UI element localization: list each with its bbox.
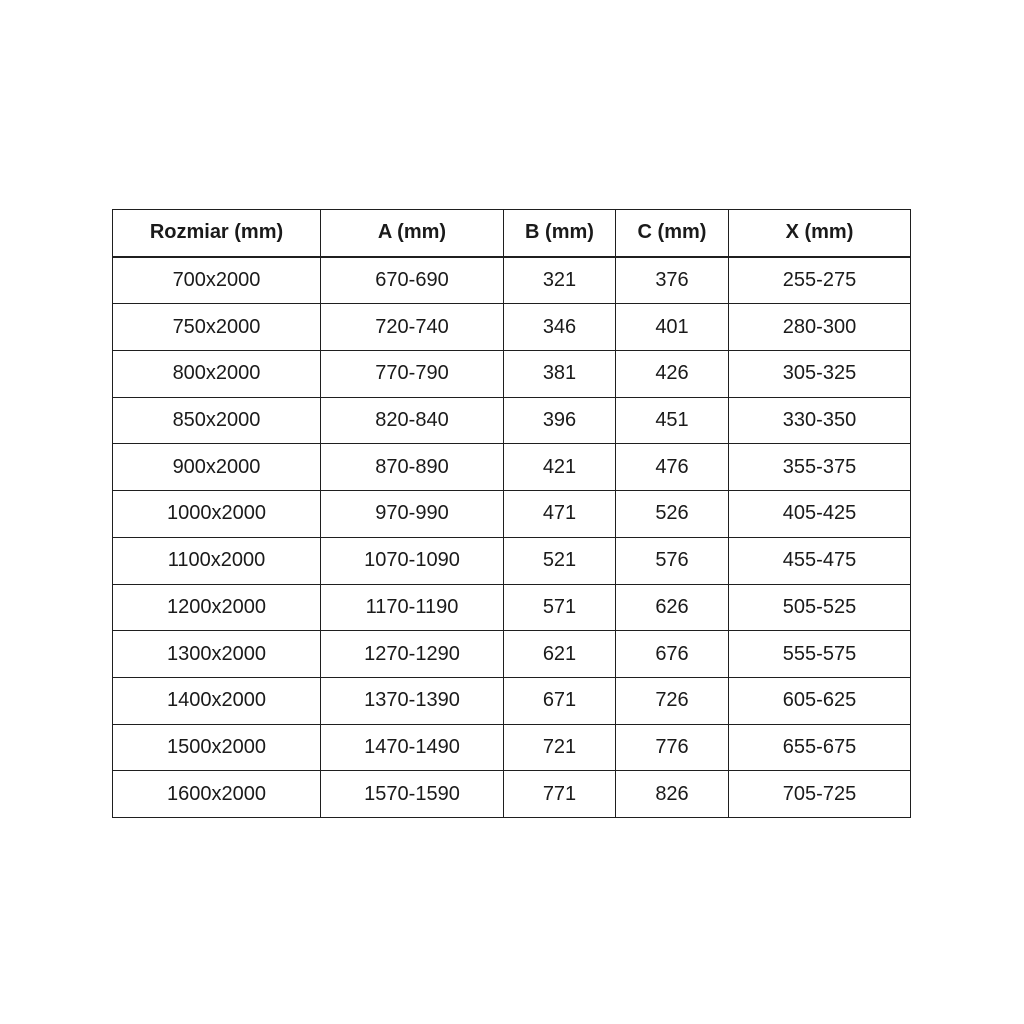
table-cell: 505-525: [729, 584, 911, 631]
dimensions-table: [112, 209, 911, 818]
table-cell: 770-790: [321, 351, 504, 398]
table-cell: 1400x2000: [113, 677, 321, 724]
table-row: [113, 677, 911, 724]
column-header-a: A (mm): [321, 210, 504, 257]
table-cell: 721: [504, 724, 616, 771]
table-cell: 571: [504, 584, 616, 631]
table-cell: 771: [504, 771, 616, 818]
table-cell: 655-675: [729, 724, 911, 771]
table-cell: 1170-1190: [321, 584, 504, 631]
table-cell: 1570-1590: [321, 771, 504, 818]
table-cell: 476: [616, 444, 729, 491]
table-row: [113, 351, 911, 398]
table-row: [113, 257, 911, 304]
table-cell: 521: [504, 537, 616, 584]
table-cell: 1600x2000: [113, 771, 321, 818]
table-cell: 626: [616, 584, 729, 631]
table-cell: 820-840: [321, 397, 504, 444]
table-cell: 726: [616, 677, 729, 724]
table-cell: 426: [616, 351, 729, 398]
table-cell: 1470-1490: [321, 724, 504, 771]
table-cell: 381: [504, 351, 616, 398]
table-cell: 396: [504, 397, 616, 444]
table-cell: 800x2000: [113, 351, 321, 398]
table-cell: 305-325: [729, 351, 911, 398]
table-row: [113, 771, 911, 818]
table-cell: 621: [504, 631, 616, 678]
table-cell: 451: [616, 397, 729, 444]
table-cell: 576: [616, 537, 729, 584]
table-cell: 471: [504, 491, 616, 538]
table-cell: 776: [616, 724, 729, 771]
table-cell: 870-890: [321, 444, 504, 491]
column-header-rozmiar: Rozmiar (mm): [113, 210, 321, 257]
table-row: [113, 397, 911, 444]
column-header-b: B (mm): [504, 210, 616, 257]
table-row: [113, 304, 911, 351]
table-cell: 526: [616, 491, 729, 538]
table-row: [113, 444, 911, 491]
table-cell: 750x2000: [113, 304, 321, 351]
table-cell: 1300x2000: [113, 631, 321, 678]
table-cell: 321: [504, 257, 616, 304]
table-cell: 1200x2000: [113, 584, 321, 631]
table-row: [113, 584, 911, 631]
column-header-c: C (mm): [616, 210, 729, 257]
table-cell: 455-475: [729, 537, 911, 584]
table-cell: 720-740: [321, 304, 504, 351]
table-header-row: [113, 210, 911, 257]
table-cell: 700x2000: [113, 257, 321, 304]
table-cell: 376: [616, 257, 729, 304]
table-cell: 1070-1090: [321, 537, 504, 584]
table-cell: 605-625: [729, 677, 911, 724]
table-cell: 671: [504, 677, 616, 724]
table-row: [113, 631, 911, 678]
table-cell: 401: [616, 304, 729, 351]
table-cell: 355-375: [729, 444, 911, 491]
table-cell: 405-425: [729, 491, 911, 538]
table-cell: 1000x2000: [113, 491, 321, 538]
table-cell: 280-300: [729, 304, 911, 351]
table-row: [113, 537, 911, 584]
table-cell: 1500x2000: [113, 724, 321, 771]
dimensions-table-container: [112, 209, 911, 818]
table-cell: 1100x2000: [113, 537, 321, 584]
column-header-x: X (mm): [729, 210, 911, 257]
table-cell: 555-575: [729, 631, 911, 678]
table-cell: 1270-1290: [321, 631, 504, 678]
table-cell: 850x2000: [113, 397, 321, 444]
table-cell: 330-350: [729, 397, 911, 444]
table-row: [113, 724, 911, 771]
table-cell: 670-690: [321, 257, 504, 304]
table-cell: 705-725: [729, 771, 911, 818]
table-cell: 421: [504, 444, 616, 491]
table-cell: 346: [504, 304, 616, 351]
table-cell: 1370-1390: [321, 677, 504, 724]
table-cell: 255-275: [729, 257, 911, 304]
table-cell: 676: [616, 631, 729, 678]
table-cell: 970-990: [321, 491, 504, 538]
table-cell: 900x2000: [113, 444, 321, 491]
table-cell: 826: [616, 771, 729, 818]
table-row: [113, 491, 911, 538]
